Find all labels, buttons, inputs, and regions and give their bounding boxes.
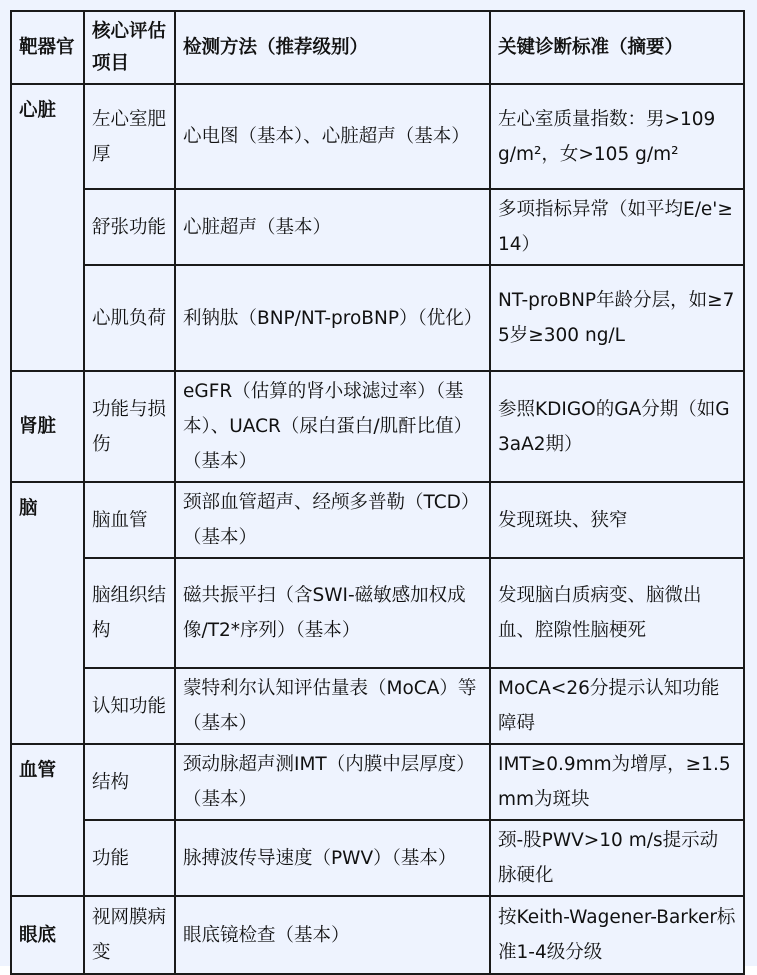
item-cell: 结构 <box>84 744 175 820</box>
table-row <box>11 265 744 371</box>
item-cell: 功能与损伤 <box>84 371 175 482</box>
table-row <box>11 482 744 558</box>
table-row <box>11 820 744 896</box>
criteria-cell: 按Keith-Wagener-Barker标准1-4级分级 <box>490 896 744 974</box>
organ-cell: 肾脏 <box>11 371 84 482</box>
organ-cell: 眼底 <box>11 896 84 974</box>
table-row <box>11 189 744 265</box>
item-cell: 左心室肥厚 <box>84 84 175 189</box>
item-cell: 视网膜病变 <box>84 896 175 974</box>
method-cell: 心脏超声（基本） <box>175 189 490 265</box>
table-row <box>11 668 744 744</box>
method-cell: 蒙特利尔认知评估量表（MoCA）等（基本） <box>175 668 490 744</box>
header-core-item: 核心评估项目 <box>84 11 175 84</box>
method-cell: eGFR（估算的肾小球滤过率）（基本）、UACR（尿白蛋白/肌酐比值）（基本） <box>175 371 490 482</box>
criteria-cell: NT-proBNP年龄分层，如≥75岁≥300 ng/L <box>490 265 744 371</box>
item-cell: 功能 <box>84 820 175 896</box>
criteria-cell: 颈-股PWV>10 m/s提示动脉硬化 <box>490 820 744 896</box>
table-row <box>11 558 744 668</box>
criteria-cell: 发现脑白质病变、脑微出血、腔隙性脑梗死 <box>490 558 744 668</box>
method-cell: 眼底镜检查（基本） <box>175 896 490 974</box>
organ-cell: 心脏 <box>11 84 84 371</box>
method-cell: 颈动脉超声测IMT（内膜中层厚度）（基本） <box>175 744 490 820</box>
item-cell: 脑组织结构 <box>84 558 175 668</box>
criteria-cell: 多项指标异常（如平均E/e'≥14） <box>490 189 744 265</box>
criteria-cell: 发现斑块、狭窄 <box>490 482 744 558</box>
organ-cell: 脑 <box>11 482 84 744</box>
item-cell: 认知功能 <box>84 668 175 744</box>
criteria-cell: MoCA<26分提示认知功能障碍 <box>490 668 744 744</box>
target-organ-assessment-table <box>10 10 745 975</box>
criteria-cell: 左心室质量指数：男>109 g/m²，女>105 g/m² <box>490 84 744 189</box>
table-row <box>11 371 744 482</box>
method-cell: 心电图（基本）、心脏超声（基本） <box>175 84 490 189</box>
criteria-cell: 参照KDIGO的GA分期（如G3aA2期） <box>490 371 744 482</box>
item-cell: 心肌负荷 <box>84 265 175 371</box>
table-row <box>11 896 744 974</box>
header-criteria: 关键诊断标准（摘要） <box>490 11 744 84</box>
method-cell: 磁共振平扫（含SWI-磁敏感加权成像/T2*序列）（基本） <box>175 558 490 668</box>
header-target-organ: 靶器官 <box>11 11 84 84</box>
item-cell: 脑血管 <box>84 482 175 558</box>
organ-cell: 血管 <box>11 744 84 896</box>
table-row <box>11 744 744 820</box>
method-cell: 利钠肽（BNP/NT-proBNP）（优化） <box>175 265 490 371</box>
method-cell: 脉搏波传导速度（PWV）（基本） <box>175 820 490 896</box>
method-cell: 颈部血管超声、经颅多普勒（TCD）（基本） <box>175 482 490 558</box>
item-cell: 舒张功能 <box>84 189 175 265</box>
table-row <box>11 84 744 189</box>
criteria-cell: IMT≥0.9mm为增厚，≥1.5mm为斑块 <box>490 744 744 820</box>
header-method: 检测方法（推荐级别） <box>175 11 490 84</box>
table-header-row <box>11 11 744 84</box>
